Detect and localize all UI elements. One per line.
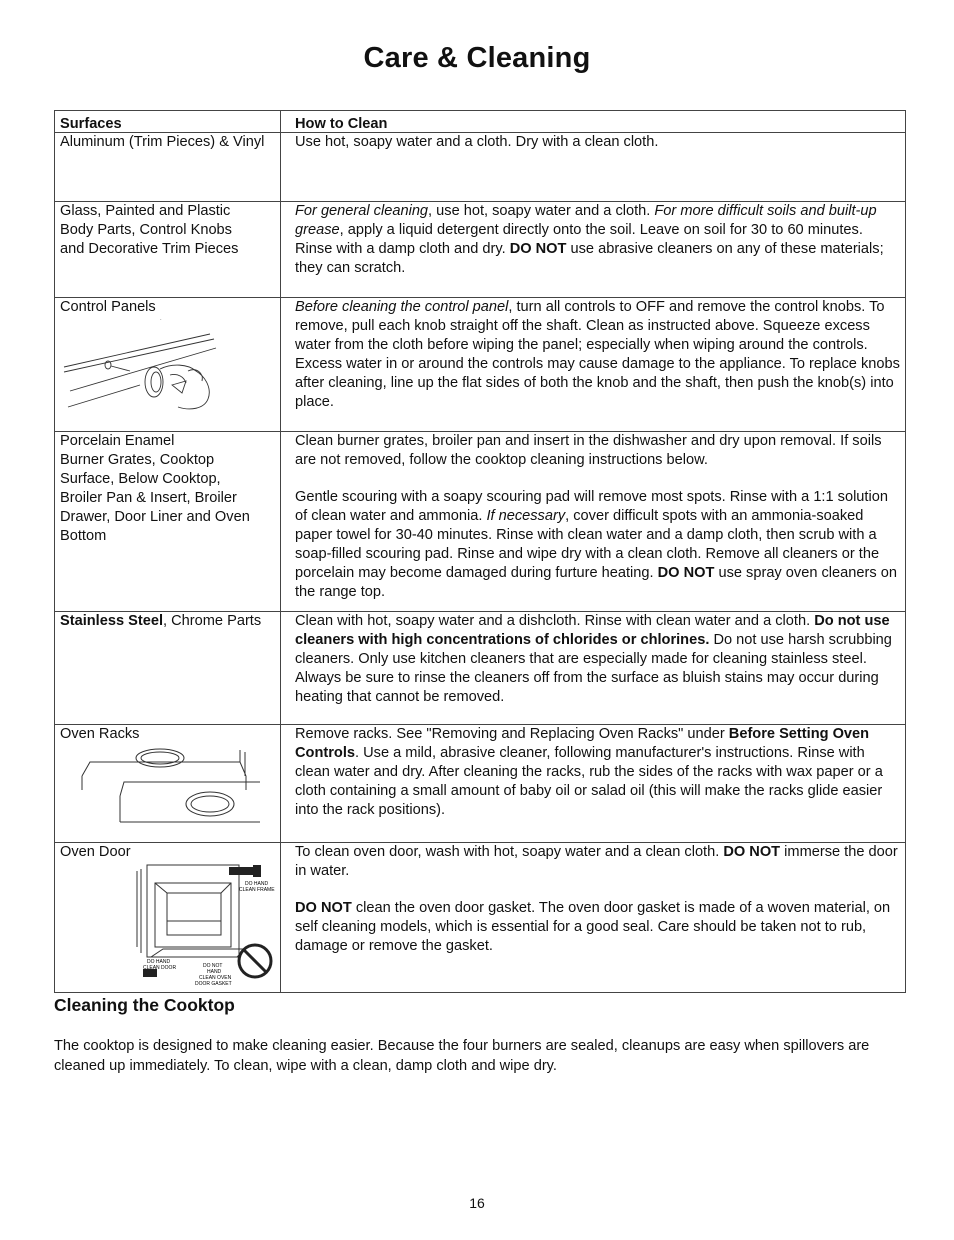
label-do-hand-clean-door-1: DO HAND — [147, 959, 171, 965]
text-run: . Use a mild, abrasive cleaner, following manufacturer's instructions. Rinse with clean water and dry. After cleaning the racks, rub the sides of the racks with wax paper or a cloth containing a small amount of baby oil or salad oil (this will make the racks glide easier into the rack positions). — [295, 745, 883, 818]
label-do-not-hand-clean-2: HAND — [207, 969, 222, 975]
surface-label — [60, 613, 261, 629]
how-cell — [281, 202, 906, 298]
bold-text: DO NOT — [295, 900, 352, 916]
table-row — [55, 432, 906, 612]
surface-label: Oven Racks — [60, 726, 140, 742]
surface-line: Porcelain Enamel — [60, 433, 175, 449]
oven-racks-illustration — [60, 746, 260, 826]
table-row — [55, 725, 906, 843]
text-run: Gentle scouring with a soapy scouring pad will remove most spots. Rinse with a 1:1 solution of clean water and ammonia. — [295, 489, 888, 524]
text-run: , Chrome Parts — [163, 613, 262, 629]
bold-text: Before Setting Oven Controls — [295, 726, 870, 761]
bold-text: DO NOT — [509, 241, 567, 257]
how-cell — [281, 612, 906, 725]
text-run: Use hot, soapy water and a cloth. Dry with a clean cloth. — [295, 134, 659, 150]
how-to-clean-paragraph — [295, 298, 901, 412]
text-run: Clean burner grates, broiler pan and insert in the dishwasher and dry upon removal. If soils are not removed, follow the cooktop cleaning instructions below. — [295, 433, 882, 468]
surface-line: Burner Grates, Cooktop — [60, 452, 215, 468]
how-to-clean-paragraph — [295, 432, 901, 470]
text-run: , turn all controls to OFF and remove the control knobs. To remove, pull each knob straight off the shaft. Clean as instructed above. Squeeze excess water from the cloth before wiping the panel; especially when wiping around the controls. Excess water in or around the controls may cause damage to the appliance. To replace knobs after cleaning, line up the flat sides of both the knob and the shaft, then push the knob(s) into place. — [295, 299, 900, 410]
how-cell — [281, 133, 906, 202]
label-do-hand-clean-frame-1: DO HAND — [245, 881, 269, 887]
bold-text: Stainless Steel — [60, 613, 164, 629]
how-to-clean-paragraph — [295, 202, 901, 278]
how-to-clean-paragraph — [295, 843, 901, 881]
how-cell — [281, 725, 906, 843]
label-do-not-hand-clean-1: DO NOT — [203, 963, 223, 969]
table-row — [55, 843, 906, 993]
how-to-clean-paragraph — [295, 133, 901, 152]
italic-text: If necessary — [486, 508, 566, 524]
text-run: use abrasive cleaners on any of these materials; they can scratch. — [295, 241, 884, 276]
text-run: use spray oven cleaners on the range top. — [295, 565, 897, 600]
how-cell — [281, 843, 906, 993]
bold-text: Do not use cleaners with high concentrations of chlorides or chlorines. — [295, 613, 890, 648]
surface-cell — [55, 133, 281, 202]
surface-label: Control Panels — [60, 299, 156, 315]
surface-line: and Decorative Trim Pieces — [60, 241, 239, 257]
section-heading-cleaning-cooktop: Cleaning the Cooktop — [54, 995, 235, 1015]
italic-text: For general cleaning — [295, 203, 429, 219]
italic-text: For more difficult soils and built-up grease — [295, 203, 877, 238]
surface-line: Drawer, Door Liner and Oven — [60, 509, 250, 525]
header-how-to-clean: How to Clean — [281, 111, 906, 133]
surface-cell — [55, 298, 281, 432]
italic-text: Before cleaning the control panel — [295, 299, 509, 315]
how-to-clean-paragraph — [295, 725, 901, 820]
surface-line: Broiler Pan & Insert, Broiler — [60, 490, 237, 506]
text-run: Clean with hot, soapy water and a dishcloth. Rinse with clean water and a cloth. — [295, 613, 815, 629]
table-header-row — [55, 111, 906, 133]
bold-text: DO NOT — [657, 565, 715, 581]
text-run: immerse the door in water. — [295, 844, 898, 879]
control-panel-knob-illustration — [60, 319, 240, 414]
text-run: , use hot, soapy water and a cloth. — [428, 203, 655, 219]
surface-cell — [55, 725, 281, 843]
surface-line: Glass, Painted and Plastic — [60, 203, 231, 219]
surface-line: Surface, Below Cooktop, — [60, 471, 221, 487]
label-do-not-hand-clean-4: DOOR GASKET — [195, 981, 232, 987]
text-run: Remove racks. See "Removing and Replacing Oven Racks" under — [295, 726, 729, 742]
text-run: To clean oven door, wash with hot, soapy water and a clean cloth. — [295, 844, 724, 860]
how-to-clean-paragraph — [295, 488, 901, 602]
surface-cell — [55, 202, 281, 298]
label-do-not-hand-clean-3: CLEAN OVEN — [199, 975, 232, 981]
how-to-clean-paragraph — [295, 612, 901, 707]
text-run: Do not use harsh scrubbing cleaners. Only use kitchen cleaners that are especially made for cleaning stainless steel. Always be sure to rinse the cleaners off from the surface as bluish stains may occur during heating that cannot be removed. — [295, 632, 892, 705]
label-do-hand-clean-door-2: CLEAN DOOR — [143, 965, 177, 971]
surface-label: Aluminum (Trim Pieces) & Vinyl — [60, 134, 265, 150]
page-title: Care & Cleaning — [363, 42, 591, 74]
surface-cell — [55, 843, 281, 993]
surface-cell — [55, 612, 281, 725]
text-run: , cover difficult spots with an ammonia-soaked paper towel for 30-40 minutes. Rinse with clean water and a damp cloth, then scrub with a soap-filled scouring pad. Rinse and wipe dry with a clean cloth. Remove all cleaners or the porcelain may become damaged during furture heating. — [295, 508, 880, 581]
bold-text: DO NOT — [723, 844, 781, 860]
oven-door-illustration — [133, 857, 279, 989]
how-cell — [281, 432, 906, 612]
table-row — [55, 202, 906, 298]
header-surfaces: Surfaces — [55, 111, 281, 133]
table-row — [55, 133, 906, 202]
text-run: clean the oven door gasket. The oven door gasket is made of a woven material, on self cleaning models, which is essential for a good seal. Care should be taken not to rub, damage or remove the gasket. — [295, 900, 891, 954]
page-number: 16 — [469, 1195, 485, 1211]
table-row — [55, 612, 906, 725]
how-to-clean-paragraph — [295, 899, 901, 956]
text-run: , apply a liquid detergent directly onto the soil. Leave on soil for 30 to 60 minutes. Rinse with a damp cloth and dry. — [295, 222, 863, 257]
care-cleaning-table — [54, 110, 906, 993]
table-row — [55, 298, 906, 432]
label-do-hand-clean-frame-2: CLEAN FRAME — [239, 887, 275, 893]
surface-line: Body Parts, Control Knobs — [60, 222, 232, 238]
surface-cell — [55, 432, 281, 612]
surface-line: Bottom — [60, 528, 107, 544]
surface-label: Oven Door — [60, 844, 131, 860]
how-cell — [281, 298, 906, 432]
section-body-cleaning-cooktop: The cooktop is designed to make cleaning easier. Because the four burners are sealed, cleanups are easy when spillovers are cleaned up immediately. To clean, wipe with a clean, damp cloth and wipe dry. — [54, 1038, 870, 1074]
